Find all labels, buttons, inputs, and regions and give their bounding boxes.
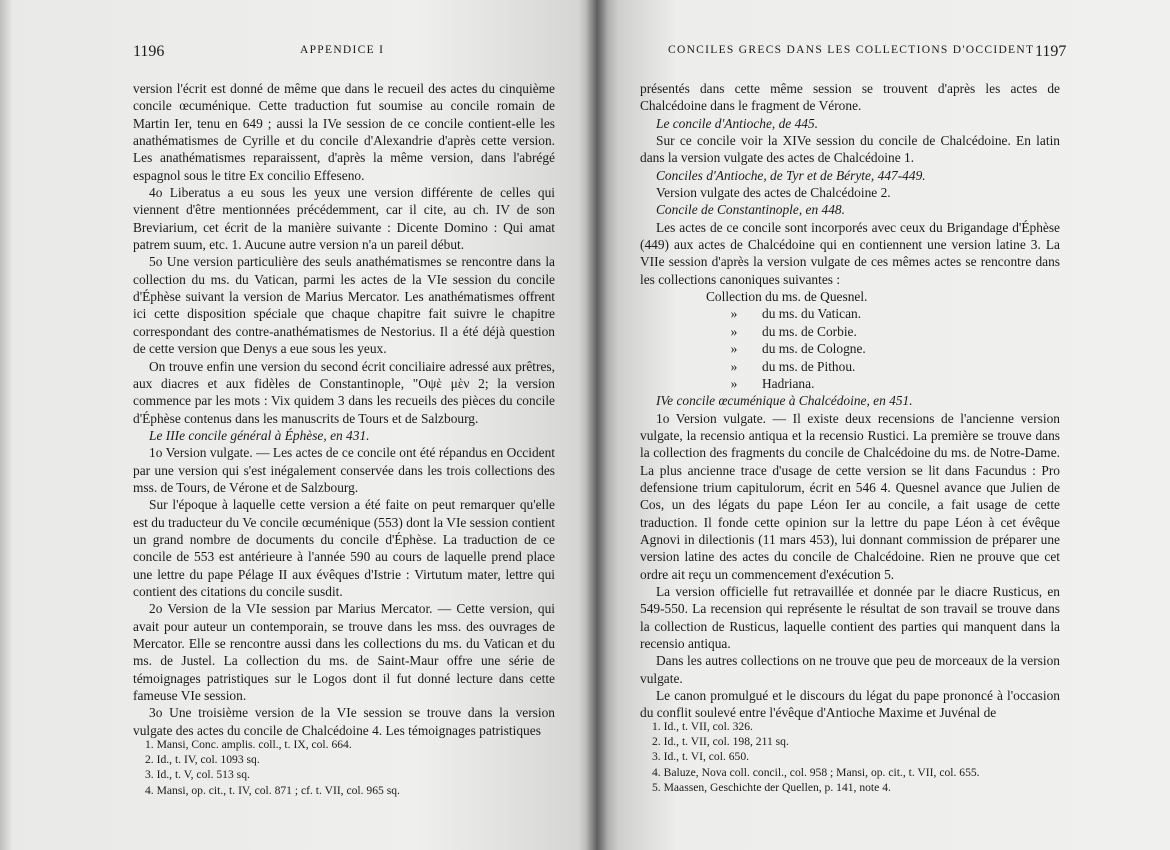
left-page-number: 1196	[133, 43, 165, 60]
paragraph: Dans les autres collections on ne trouve que peu de morceaux de la version vulgate.	[640, 653, 1060, 686]
section-heading: Conciles d'Antioche, de Tyr et de Béryte, 447-449.	[656, 167, 926, 183]
ditto-mark: »	[730, 323, 738, 339]
section-heading: IVe concile œcuménique à Chalcédoine, en 451.	[656, 393, 913, 409]
paragraph: Sur ce concile voir la XIVe session du concile de Chalcédoine. En latin dans la version vulgate des actes de Chalcédoine 1.	[640, 133, 1060, 166]
ditto-mark: »	[730, 358, 738, 374]
footnote: 3. Id., t. VI, col. 650.	[652, 750, 750, 764]
ditto-mark: »	[730, 341, 738, 357]
book-gutter	[586, 0, 608, 850]
list-item	[706, 340, 1060, 357]
collection-label: du ms. de Cologne.	[762, 341, 866, 357]
left-running-head: APPENDICE I	[300, 44, 385, 56]
collection-label: du ms. du Vatican.	[762, 306, 862, 322]
footnote: 4. Mansi, op. cit., t. IV, col. 871 ; cf. t. VII, col. 965 sq.	[145, 783, 400, 797]
right-body-text	[640, 80, 1060, 722]
right-page	[596, 0, 1170, 850]
paragraph: 1o Version vulgate. — Les actes de ce concile ont été répandus en Occident par une version qui s'est inégalement conservée dans les trois collections des mss. de Tours, de Vérone et de Salzbourg.	[133, 445, 555, 495]
footnote: 5. Maassen, Geschichte der Quellen, p. 141, note 4.	[652, 780, 891, 794]
footnote: 4. Baluze, Nova coll. concil., col. 958 ; Mansi, op. cit., t. VII, col. 655.	[652, 765, 980, 779]
footnote: 2. Id., t. VII, col. 198, 211 sq.	[652, 735, 789, 749]
paragraph: La version officielle fut retravaillée et donnée par le diacre Rusticus, en 549-550. La recension qui représente le résultat de son travail se trouve dans la collection de Rusticus, laquelle contient des parties qui manquent dans la recensio antiqua.	[640, 583, 1060, 651]
section-heading: Le IIIe concile général à Éphèse, en 431.	[149, 427, 370, 443]
section-heading: Le concile d'Antioche, de 445.	[656, 115, 819, 131]
footnote: 1. Id., t. VII, col. 326.	[652, 720, 753, 733]
left-body-text	[133, 80, 555, 739]
right-footnotes	[652, 719, 980, 795]
left-footnotes	[145, 737, 400, 798]
right-page-number: 1197	[1035, 43, 1067, 60]
paragraph: présentés dans cette même session se trouvent d'après les actes de Chalcédoine dans le fragment de Vérone.	[640, 81, 1060, 114]
collection-label: du ms. de Corbie.	[762, 323, 857, 339]
list-item	[706, 375, 1060, 392]
footnote: 3. Id., t. V, col. 513 sq.	[145, 768, 250, 782]
section-heading: Concile de Constantinople, en 448.	[656, 202, 845, 218]
paragraph: 4o Liberatus a eu sous les yeux une version différente de celles qui viennent d'être mentionnées précédemment, car il cite, au ch. IV de son Breviarium, cet écrit de la manière suivante : Dicente Domino : Qui amat patrem suum, etc. 1. Aucune autre version n'a un pareil début.	[133, 185, 555, 253]
right-running-head: CONCILES GRECS DANS LES COLLECTIONS D'OCCIDENT	[668, 44, 1035, 56]
footnote: 2. Id., t. IV, col. 1093 sq.	[145, 753, 260, 767]
collection-label: du ms. de Pithou.	[762, 358, 856, 374]
ditto-mark: »	[730, 375, 738, 391]
paragraph: Le canon promulgué et le discours du légat du pape prononcé à l'occasion du conflit soulevé entre l'évêque d'Antioche Maxime et Juvénal de	[640, 688, 1060, 721]
list-item	[706, 288, 1060, 305]
paragraph: Les actes de ce concile sont incorporés avec ceux du Brigandage d'Éphèse (449) aux actes de Chalcédoine qui en contiennent une version latine 3. La VIIe session d'après la version vulgate de ces mêmes actes se rencontre dans les collections canoniques suivantes :	[640, 219, 1060, 287]
list-item	[706, 323, 1060, 340]
paragraph: 1o Version vulgate. — Il existe deux recensions de l'ancienne version vulgate, la recensio antiqua et la recensio Rustici. La première se trouve dans la collection des fragments du concile de Chalcédoine du ms. de Notre-Dame. La plus ancienne trace d'usage de cette version se lit dans Facundus : Pro defensione trium capitulorum, écrit en 546 4. Quesnel avance que Julien de Cos, un des légats du pape Léon Ier au concile, a fait usage de cette traduction. Il fonde cette opinion sur la lettre du pape Léon à cet évêque Agnovi in dilectionis (11 mars 453), lui donnant commission de préparer une version latine des actes du concile de Chalcédoine. Rien ne prouve que cet ordre ait reçu un commencement d'exécution 5.	[640, 410, 1060, 582]
collection-label: Collection du ms. de Quesnel.	[706, 289, 868, 305]
list-item	[706, 358, 1060, 375]
paragraph: 5o Une version particulière des seuls anathématismes se rencontre dans la collection du ms. du Vatican, parmi les actes de la VIe session du concile d'Éphèse suivant la version de Marius Mercator. Les anathématismes offrent ici cette disposition spéciale que chaque chapitre fait suivre le chapitre correspondant des contre-anathématismes de Nestorius. Il a été déjà question de cette version que Denys a eue sous les yeux.	[133, 254, 555, 357]
page-edge-shadow	[0, 0, 12, 850]
paragraph: 2o Version de la VIe session par Marius Mercator. — Cette version, qui avait pour auteur un contemporain, se trouve dans les mss. des ouvrages de Mercator. Elle se rencontre aussi dans les collections du ms. du Vatican et du ms. de Justel. La collection du ms. de Saint-Maur offre une série de témoignages patristiques sur le Logos dont il fut donné lecture dans cette fameuse VIe session.	[133, 601, 555, 704]
paragraph: 3o Une troisième version de la VIe session se trouve dans la version vulgate des actes du concile de Chalcédoine 4. Les témoignages patristiques	[133, 705, 555, 738]
list-item	[706, 305, 1060, 322]
footnote: 1. Mansi, Conc. amplis. coll., t. IX, col. 664.	[145, 738, 352, 751]
collections-list	[640, 288, 1060, 392]
paragraph: version l'écrit est donné de même que dans le recueil des actes du cinquième concile œcuménique. Cette traduction fut soumise au concile romain de Martin Ier, tenu en 649 ; aussi la IVe session de ce concile contient-elle les anathématismes de Cyrille et du concile d'Alexandrie d'après cette version. Les anathématismes reparaissent, d'après la même version, dans l'abrégé espagnol sous le titre Ex concilio Effeseno.	[133, 81, 555, 183]
paragraph: Version vulgate des actes de Chalcédoine 2.	[656, 185, 891, 201]
paragraph: Sur l'époque à laquelle cette version a été faite on peut remarquer qu'elle est du traducteur du Ve concile œcuménique (553) dont la VIe session contient un grand nombre de documents du concile d'Éphèse. La traduction de ce concile de 553 est antérieure à l'année 590 au cours de laquelle prend place une lettre du pape Pélage II aux évêques d'Istrie : Virtutum mater, lettre qui contient des citations du concile susdit.	[133, 497, 555, 599]
ditto-mark: »	[730, 306, 738, 322]
collection-label: Hadriana.	[762, 375, 815, 391]
paragraph: On trouve enfin une version du second écrit conciliaire adressé aux prêtres, aux diacres et aux fidèles de Constantinople, "Οψὲ μὲν 2; la version commence par les mots : Vix quidem 3 dans les recueils des pièces du concile d'Éphèse contenus dans les manuscrits de Tours et de Salzbourg.	[133, 358, 555, 426]
